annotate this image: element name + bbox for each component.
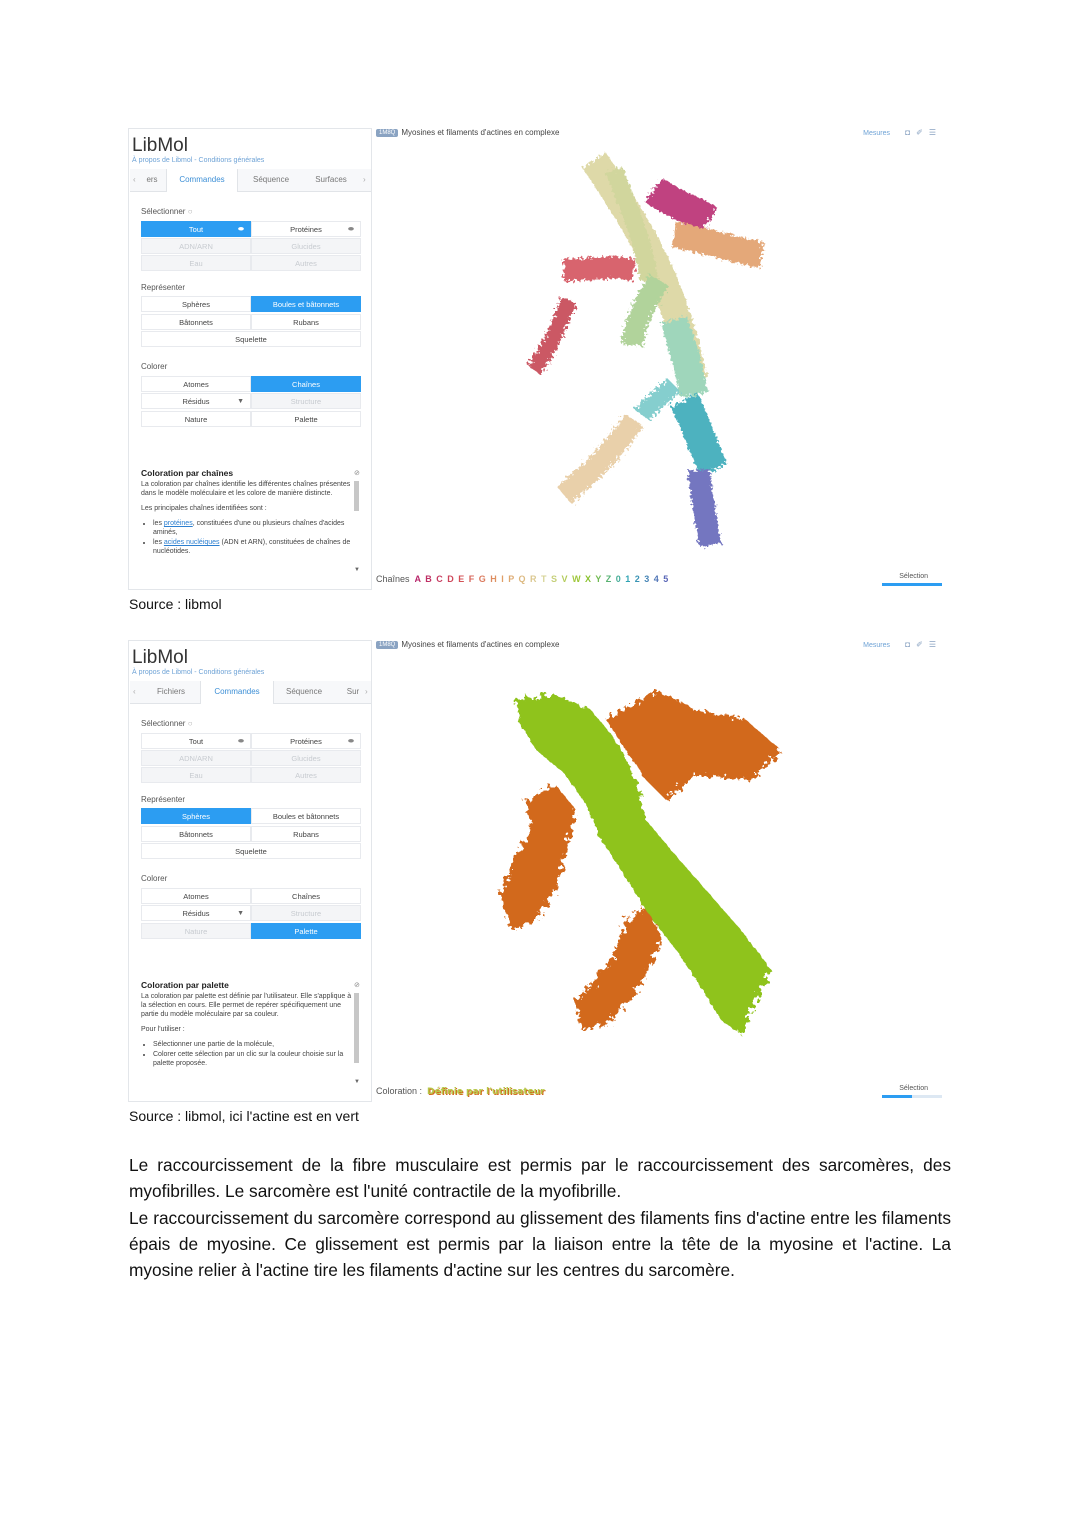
tab-scroll-right-icon[interactable]: › bbox=[363, 175, 366, 184]
help-scrollbar[interactable]: ⊘ ▼ bbox=[354, 470, 360, 573]
search-icon: ○ bbox=[187, 719, 193, 728]
settings-icon[interactable]: ☰ bbox=[928, 640, 942, 649]
viewer-title: 1M8Q Myosines et filaments d'actines en complexe bbox=[376, 128, 559, 137]
select-proteins-button[interactable]: Protéines ⬬ bbox=[251, 221, 361, 237]
myosin-shape bbox=[501, 785, 576, 930]
measures-link[interactable]: Mesures bbox=[863, 642, 890, 649]
chain-shape bbox=[534, 300, 569, 370]
viewer-toolbar bbox=[905, 640, 942, 649]
color-atoms-button[interactable]: Atomes bbox=[141, 888, 251, 904]
libmol-logo: LibMol bbox=[132, 647, 188, 668]
chain-shape bbox=[654, 190, 709, 220]
tab-bar bbox=[130, 681, 371, 704]
help-scrollbar[interactable]: ⊘ ▼ bbox=[354, 982, 360, 1085]
color-nature-button[interactable]: Nature bbox=[141, 411, 251, 427]
eye-icon[interactable]: ⬬ bbox=[348, 226, 354, 233]
select-glucides-button[interactable]: Glucides bbox=[251, 750, 361, 766]
color-nature-button[interactable]: Nature bbox=[141, 923, 251, 939]
select-glucides-button[interactable]: Glucides bbox=[251, 238, 361, 254]
help-text: La coloration par chaînes identifie les différentes chaînes présentes dans le modèle moléculaire et les colore de manière distincte. bbox=[141, 481, 351, 497]
help-text-intro: Les principales chaînes identifiées sont : bbox=[141, 505, 267, 512]
caption-2: Source : libmol, ici l'actine est en vert bbox=[129, 1108, 359, 1124]
tab-scroll-left-icon[interactable]: ‹ bbox=[133, 687, 136, 696]
select-all-button[interactable]: Tout ⬬ bbox=[141, 221, 251, 237]
caption-1: Source : libmol bbox=[129, 596, 222, 612]
about-links[interactable]: À propos de Libmol - Conditions générales bbox=[132, 157, 265, 164]
viewer-title: 1M8Q Myosines et filaments d'actines en complexe bbox=[376, 640, 559, 649]
molecule-viewer[interactable] bbox=[374, 640, 950, 1102]
tab-commands[interactable]: Commandes bbox=[200, 681, 274, 704]
pin-icon[interactable]: ✐ bbox=[916, 128, 929, 137]
molecule-viewer[interactable] bbox=[374, 128, 950, 590]
tab-scroll-left-icon[interactable]: ‹ bbox=[133, 175, 136, 184]
select-dna-rna-button[interactable]: ADN/ARN bbox=[141, 750, 251, 766]
select-dna-rna-button[interactable]: ADN/ARN bbox=[141, 238, 251, 254]
tab-surfaces[interactable]: Surfaces bbox=[315, 175, 347, 184]
color-chains-button[interactable]: Chaînes bbox=[251, 888, 361, 904]
chain-shape bbox=[564, 420, 634, 495]
skeleton-button[interactable]: Squelette bbox=[141, 843, 361, 859]
about-links[interactable]: À propos de Libmol - Conditions générales bbox=[132, 669, 265, 676]
settings-icon[interactable]: ☰ bbox=[928, 128, 942, 137]
list-item: • les acides nucléiques (ADN et ARN), constituées de chaînes de nucléotides. bbox=[153, 538, 353, 556]
pdb-badge: 1M8Q bbox=[376, 129, 398, 137]
chain-shape bbox=[564, 268, 634, 270]
ball-and-stick-button[interactable]: Boules et bâtonnets bbox=[251, 296, 361, 312]
chevron-down-icon[interactable]: ▼ bbox=[237, 398, 244, 405]
help-box bbox=[141, 469, 353, 557]
search-icon: ○ bbox=[187, 207, 193, 216]
ball-and-stick-button[interactable]: Boules et bâtonnets bbox=[251, 808, 361, 824]
represent-section-label: Représenter bbox=[141, 795, 186, 804]
chain-shape bbox=[674, 320, 694, 395]
chain-shape bbox=[674, 235, 762, 255]
viewer-toolbar bbox=[905, 128, 942, 137]
chain-shape bbox=[684, 400, 714, 470]
eye-icon[interactable]: ⬬ bbox=[238, 738, 244, 745]
chain-shape bbox=[699, 470, 710, 545]
tab-sequence[interactable]: Séquence bbox=[252, 175, 290, 184]
list-item: • Sélectionner une partie de la molécule, bbox=[153, 1040, 353, 1049]
color-structure-button[interactable]: Structure bbox=[251, 393, 361, 409]
selection-fill bbox=[882, 1095, 912, 1098]
myosin-shape bbox=[576, 905, 661, 1030]
selection-progress bbox=[882, 583, 942, 586]
tab-files[interactable]: ers bbox=[146, 175, 158, 184]
select-water-button[interactable]: Eau bbox=[141, 255, 251, 271]
chains-list[interactable]: A B C D E F G H I P Q R T S V W X Y Z 0 1 2 3 4 5 bbox=[414, 574, 670, 584]
coloration-legend: Coloration : Définie par l'utilisateur bbox=[376, 1086, 545, 1097]
eye-icon[interactable]: ⬬ bbox=[348, 738, 354, 745]
tab-commands[interactable]: Commandes bbox=[166, 169, 238, 192]
sticks-button[interactable]: Bâtonnets bbox=[141, 826, 251, 842]
select-section-label: Sélectionner ○ bbox=[141, 207, 193, 216]
help-text-intro: Pour l'utiliser : bbox=[141, 1026, 185, 1033]
select-others-button[interactable]: Autres bbox=[251, 255, 361, 271]
select-section-label: Sélectionner ○ bbox=[141, 719, 193, 728]
color-atoms-button[interactable]: Atomes bbox=[141, 376, 251, 392]
camera-icon[interactable]: ◘ bbox=[905, 128, 917, 137]
spheres-button[interactable]: Sphères bbox=[141, 808, 251, 824]
paragraph: Le raccourcissement de la fibre musculaire est permis par le raccourcissement des sarcomères, des myofibrilles. Le sarcomère est l'unité contractile de la myofibrille. bbox=[129, 1155, 951, 1202]
molecule-render[interactable] bbox=[524, 150, 794, 560]
screenshot-2 bbox=[128, 640, 950, 1102]
spheres-button[interactable]: Sphères bbox=[141, 296, 251, 312]
screenshot-1 bbox=[128, 128, 950, 590]
skeleton-button[interactable]: Squelette bbox=[141, 331, 361, 347]
color-structure-button[interactable]: Structure bbox=[251, 905, 361, 921]
tab-sequence[interactable]: Séquence bbox=[285, 687, 323, 696]
paragraph: Le raccourcissement du sarcomère correspond au glissement des filaments fins d'actine entre les filaments épais de myosine. Ce glissement est permis par la liaison entre la tête de la myosine et l'actine. La myosine relier à l'actine tire les filaments d'actine sur les centres du sarcomère. bbox=[129, 1207, 951, 1281]
body-text bbox=[129, 1152, 951, 1283]
color-chains-button[interactable]: Chaînes bbox=[251, 376, 361, 392]
select-water-button[interactable]: Eau bbox=[141, 767, 251, 783]
color-palette-button[interactable]: Palette bbox=[251, 411, 361, 427]
color-section-label: Colorer bbox=[141, 874, 168, 883]
list-item: • les protéines, constituées d'une ou plusieurs chaînes d'acides aminés, bbox=[153, 519, 353, 537]
list-item: • Colorer cette sélection par un clic sur la couleur choisie sur la palette proposée. bbox=[153, 1050, 353, 1068]
camera-icon[interactable]: ◘ bbox=[905, 640, 917, 649]
color-palette-button[interactable]: Palette bbox=[251, 923, 361, 939]
select-all-button[interactable]: Tout ⬬ bbox=[141, 733, 251, 749]
proteins-link[interactable]: protéines bbox=[163, 520, 193, 527]
libmol-panel bbox=[128, 640, 372, 1102]
measures-link[interactable]: Mesures bbox=[863, 130, 890, 137]
chains-legend: Chaînes A B C D E F G H I P Q R T S V W X Y Z 0 1 2 3 4 5 bbox=[376, 574, 670, 584]
ribbons-button[interactable]: Rubans bbox=[251, 826, 361, 842]
help-title: Coloration par chaînes bbox=[141, 468, 234, 478]
eye-icon[interactable]: ⬬ bbox=[238, 226, 244, 233]
pdb-badge: 1M8Q bbox=[376, 641, 398, 649]
help-box bbox=[141, 981, 353, 1069]
select-proteins-button[interactable]: Protéines ⬬ bbox=[251, 733, 361, 749]
color-residues-button[interactable]: Résidus ▼ bbox=[141, 905, 251, 921]
chevron-down-icon[interactable]: ▼ bbox=[237, 910, 244, 917]
selection-label: Sélection bbox=[899, 1085, 928, 1092]
molecule-render[interactable] bbox=[496, 680, 786, 1060]
tab-bar bbox=[130, 169, 371, 192]
sticks-button[interactable]: Bâtonnets bbox=[141, 314, 251, 330]
ribbons-button[interactable]: Rubans bbox=[251, 314, 361, 330]
tab-files[interactable]: Fichiers bbox=[156, 687, 185, 696]
help-title: Coloration par palette bbox=[141, 980, 229, 990]
selection-fill bbox=[882, 583, 942, 586]
chain-shape bbox=[642, 385, 674, 415]
chain-shape bbox=[632, 280, 659, 345]
coloration-value: Définie par l'utilisateur bbox=[427, 1087, 545, 1097]
color-section-label: Colorer bbox=[141, 362, 168, 371]
pin-icon[interactable]: ✐ bbox=[916, 640, 929, 649]
tab-scroll-right-icon[interactable]: › bbox=[365, 687, 368, 696]
libmol-logo: LibMol bbox=[132, 135, 188, 156]
selection-label: Sélection bbox=[899, 573, 928, 580]
select-others-button[interactable]: Autres bbox=[251, 767, 361, 783]
selection-progress bbox=[882, 1095, 942, 1098]
color-residues-button[interactable]: Résidus ▼ bbox=[141, 393, 251, 409]
libmol-panel bbox=[128, 128, 372, 590]
represent-section-label: Représenter bbox=[141, 283, 186, 292]
nucleic-acids-link[interactable]: acides nucléiques bbox=[163, 539, 220, 546]
help-text: La coloration par palette est définie par l'utilisateur. Elle s'applique à la sélection en cours. Elle permet de repérer spécifiquement une partie du modèle moléculaire par sa couleur. bbox=[141, 993, 352, 1018]
tab-surfaces[interactable]: Sur bbox=[346, 687, 360, 696]
